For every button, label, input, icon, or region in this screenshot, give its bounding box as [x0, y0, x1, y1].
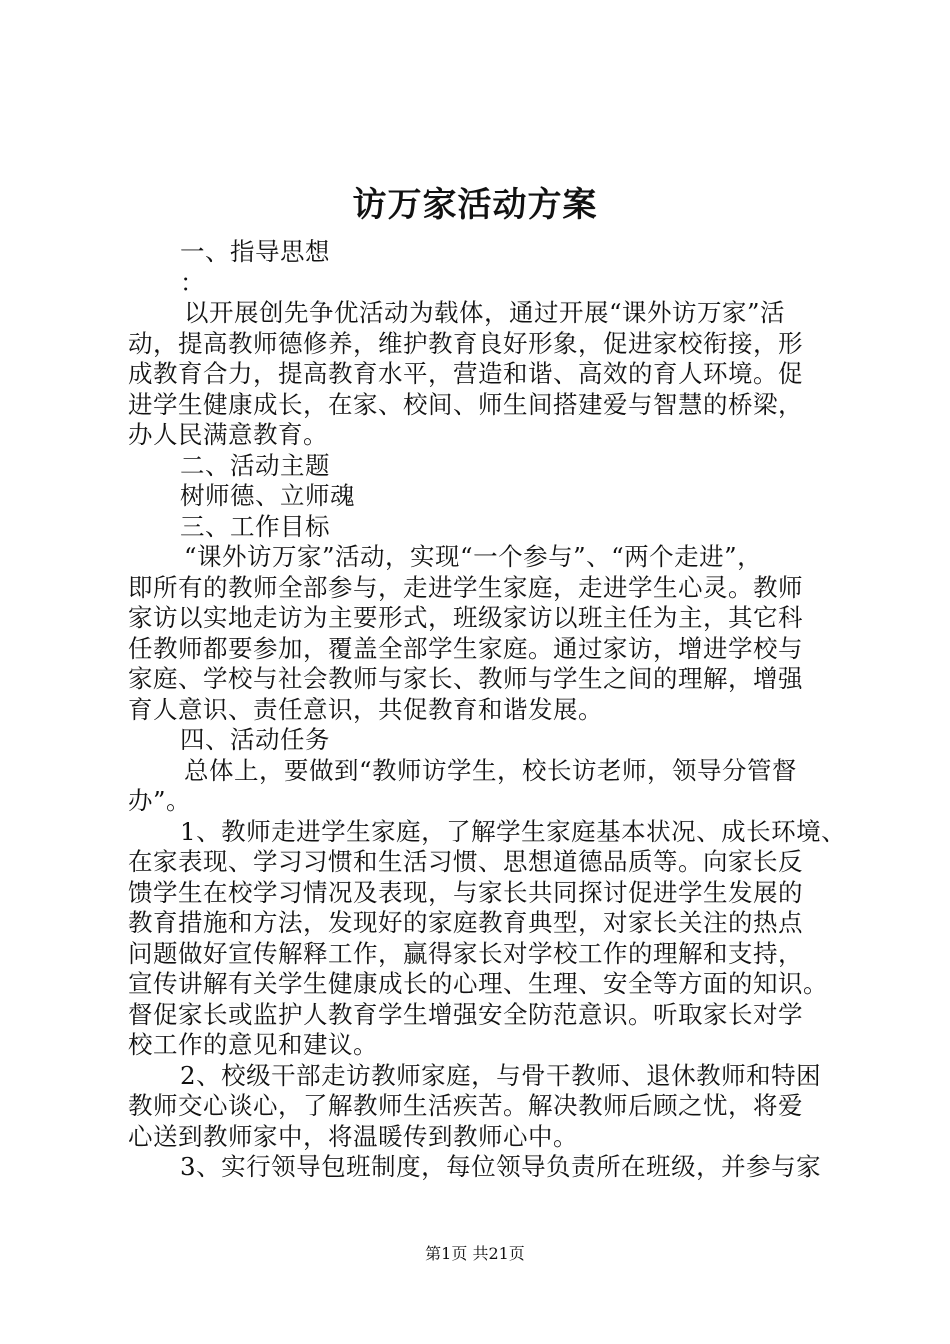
paragraph-line: 家访以实地走访为主要形式，班级家访以班主任为主，其它科 — [128, 603, 803, 632]
heading-activity-theme: 二、活动主题 — [180, 450, 330, 480]
paragraph-line: 心送到教师家中，将温暖传到教师心中。 — [128, 1121, 578, 1151]
theme-text: 树师德、立师魂 — [180, 481, 355, 510]
paragraph-line: 1、教师走进学生家庭，了解学生家庭基本状况、成长环境、 — [180, 816, 847, 846]
paragraph-line: 成教育合力，提高教育水平，营造和谐、高效的育人环境。促 — [128, 359, 803, 388]
paragraph-line: 家庭、学校与社会教师与家长、教师与学生之间的理解，增强 — [128, 664, 803, 693]
paragraph-line: 校工作的意见和建议。 — [128, 1030, 378, 1059]
paragraph-line: 宣传讲解有关学生健康成长的心理、生理、安全等方面的知识。 — [128, 969, 828, 998]
paragraph-line: “课外访万家”活动，实现“一个参与”、“两个走进”， — [184, 542, 763, 571]
page-footer: 第1页 共21页 — [425, 1244, 525, 1263]
paragraph-line: 2、校级干部走访教师家庭，与骨干教师、退休教师和特困 — [180, 1060, 822, 1090]
paragraph-line: 以开展创先争优活动为载体，通过开展“课外访万家”活 — [184, 298, 786, 327]
paragraph-line: 问题做好宣传解释工作，赢得家长对学校工作的理解和支持， — [128, 938, 803, 968]
paragraph-line: 在家表现、学习习惯和生活习惯、思想道德品质等。向家长反 — [128, 847, 803, 876]
paragraph-line: 3、实行领导包班制度，每位领导负责所在班级，并参与家 — [180, 1152, 822, 1181]
paragraph-line: 督促家长或监护人教育学生增强安全防范意识。听取家长对学 — [128, 999, 803, 1029]
paragraph-line: 任教师都要参加，覆盖全部学生家庭。通过家访，增进学校与 — [128, 633, 803, 663]
paragraph-line: 总体上，要做到“教师访学生，校长访老师，领导分管督 — [184, 755, 798, 785]
document-body — [128, 237, 847, 1183]
paragraph-line: 教师交心谈心，了解教师生活疾苦。解决教师后顾之忧，将爱 — [128, 1091, 803, 1120]
colon-line: ： — [180, 267, 205, 297]
heading-work-goals: 三、工作目标 — [180, 511, 330, 541]
paragraph-line: 办人民满意教育。 — [128, 420, 328, 449]
paragraph-line: 教育措施和方法，发现好的家庭教育典型，对家长关注的热点 — [128, 908, 803, 937]
paragraph-line: 动，提高教师德修养，维护教育良好形象，促进家校衔接，形 — [128, 328, 803, 358]
heading-guiding-ideology: 一、指导思想 — [180, 237, 330, 266]
paragraph-line: 育人意识、责任意识，共促教育和谐发展。 — [128, 694, 603, 724]
document-title: 访万家活动方案 — [352, 185, 598, 225]
paragraph-line: 办”。 — [128, 786, 192, 815]
paragraph-line: 即所有的教师全部参与，走进学生家庭，走进学生心灵。教师 — [128, 572, 803, 602]
heading-activity-tasks: 四、活动任务 — [180, 725, 330, 754]
paragraph-line: 进学生健康成长，在家、校间、师生间搭建爱与智慧的桥梁， — [128, 389, 803, 419]
paragraph-line: 馈学生在校学习情况及表现，与家长共同探讨促进学生发展的 — [128, 877, 803, 907]
